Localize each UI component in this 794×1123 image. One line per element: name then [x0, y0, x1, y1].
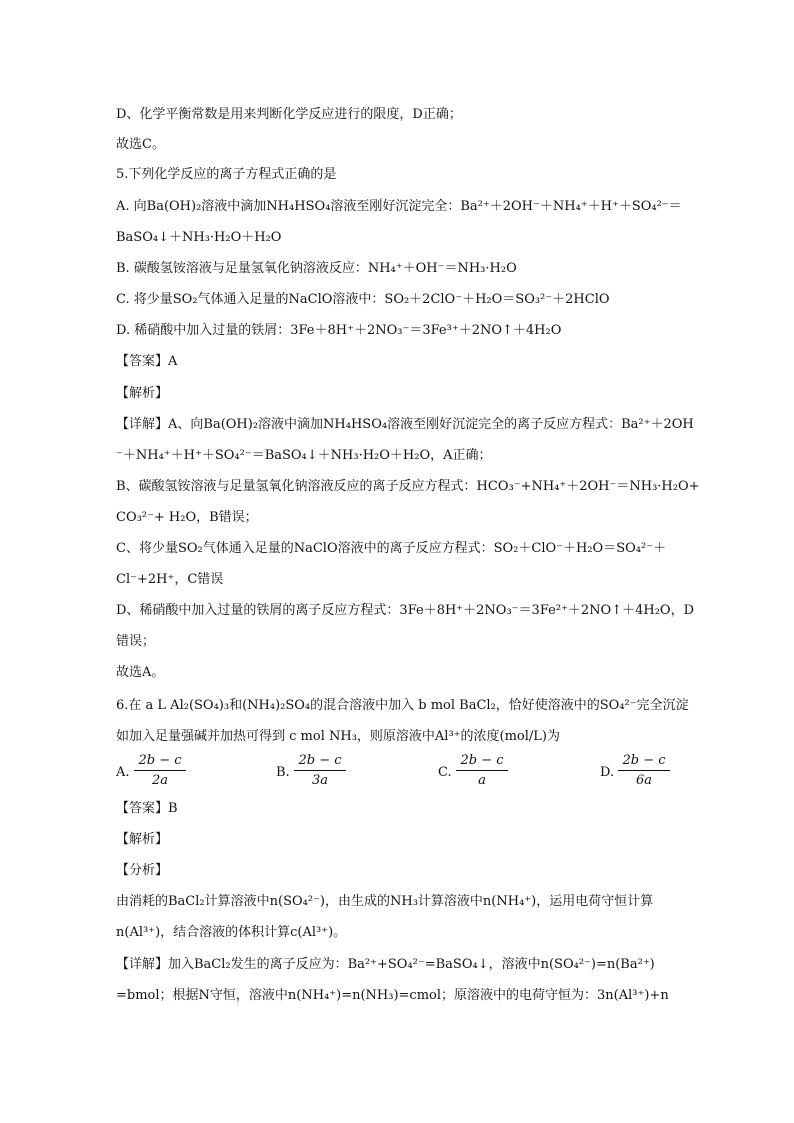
fraction-denominator: 2a	[134, 770, 186, 789]
option-b-letter: B.	[276, 765, 290, 780]
answer-label: 【答案】B	[116, 801, 178, 816]
fraction-numerator: 2b − c	[298, 753, 342, 768]
question-6-stem-cont: 如加入足量强碱并加热可得到 c mol NH₃，则原溶液中Al³⁺的浓度(mol/L)为	[116, 729, 560, 744]
explanation-line: C、将少量SO₂气体通入足量的NaClO溶液中的离子反应方程式：SO₂＋ClO⁻＋H₂O＝SO₄²⁻＋	[116, 541, 667, 556]
fraction-denominator: 3a	[294, 770, 346, 789]
explanation-line: D、稀硝酸中加入过量的铁屑的离子反应方程式：3Fe＋8H⁺＋2NO₃⁻＝3Fe²⁺＋2NO↑＋4H₂O，D	[116, 603, 694, 618]
fraction-denominator: a	[456, 770, 508, 789]
option-c-letter: C.	[438, 765, 452, 780]
fraction-numerator: 2b − c	[460, 753, 504, 768]
text-line: D、化学平衡常数是用来判断化学反应进行的限度，D正确；	[116, 107, 462, 122]
option-c-fraction	[456, 752, 508, 789]
option-a: A. 向Ba(OH)₂溶液中滴加NH₄HSO₄溶液至刚好沉淀完全：Ba²⁺＋2OH⁻＋NH₄⁺＋H⁺＋SO₄²⁻＝	[116, 199, 682, 214]
fraction-numerator: 2b − c	[622, 753, 666, 768]
option-d: D. 稀硝酸中加入过量的铁屑：3Fe＋8H⁺＋2NO₃⁻＝3Fe³⁺＋2NO↑＋4H₂O	[116, 323, 562, 338]
option-b: B. 碳酸氢铵溶液与足量氢氧化钠溶液反应：NH₄⁺＋OH⁻＝NH₃·H₂O	[116, 261, 517, 276]
method-line: 由消耗的BaCl₂计算溶液中n(SO₄²⁻)，由生成的NH₃计算溶液中n(NH₄⁺)，运用电荷守恒计算	[116, 894, 654, 909]
text-line: 故选C。	[116, 137, 165, 152]
analysis-label: 【解析】	[116, 386, 169, 401]
explanation-line: 错误；	[116, 634, 156, 649]
option-c: C. 将少量SO₂气体通入足量的NaClO溶液中：SO₂＋2ClO⁻＋H₂O＝SO₃²⁻＋2HClO	[116, 292, 610, 307]
explanation-line: 【详解】A、向Ba(OH)₂溶液中滴加NH₄HSO₄溶液至刚好沉淀完全的离子反应方程式：Ba²⁺＋2OH	[116, 417, 694, 432]
explanation-line: 【详解】加入BaCl₂发生的离子反应为：Ba²⁺+SO₄²⁻=BaSO₄↓，溶液中n(SO₄²⁻)=n(Ba²⁺)	[116, 957, 655, 972]
explanation-line: B、碳酸氢铵溶液与足量氢氧化钠溶液反应的离子反应方程式：HCO₃⁻+NH₄⁺＋2OH⁻＝NH₃·H₂O+	[116, 479, 700, 494]
option-d-letter: D.	[600, 765, 615, 780]
option-d-fraction	[618, 752, 670, 789]
explanation-line: Cl⁻+2H⁺，C错误	[116, 572, 224, 587]
option-a-fraction	[134, 752, 186, 789]
question-6-stem: 6.在 a L Al₂(SO₄)₃和(NH₄)₂SO₄的混合溶液中加入 b mol BaCl₂，恰好使溶液中的SO₄²⁻完全沉淀	[116, 698, 689, 713]
explanation-line: =bmol；根据N守恒，溶液中n(NH₄⁺)=n(NH₃)=cmol；原溶液中的电荷守恒为：3n(Al³⁺)+n	[116, 988, 669, 1003]
method-line: n(Al³⁺)，结合溶液的体积计算c(Al³⁺)。	[116, 925, 347, 940]
explanation-line: ⁻＋NH₄⁺＋H⁺＋SO₄²⁻＝BaSO₄↓＋NH₃·H₂O＋H₂O，A正确；	[116, 448, 492, 463]
answer-label: 【答案】A	[116, 354, 178, 369]
option-a-letter: A.	[116, 765, 130, 780]
method-label: 【分析】	[116, 863, 169, 878]
explanation-line: CO₃²⁻+ H₂O，B错误；	[116, 510, 258, 525]
conclusion-line: 故选A。	[116, 665, 165, 680]
option-a-cont: BaSO₄↓＋NH₃·H₂O＋H₂O	[116, 230, 282, 245]
question-5-stem: 5.下列化学反应的离子方程式正确的是	[116, 167, 337, 182]
option-b-fraction	[294, 752, 346, 789]
fraction-denominator: 6a	[618, 770, 670, 789]
fraction-numerator: 2b − c	[138, 753, 182, 768]
analysis-label: 【解析】	[116, 832, 169, 847]
